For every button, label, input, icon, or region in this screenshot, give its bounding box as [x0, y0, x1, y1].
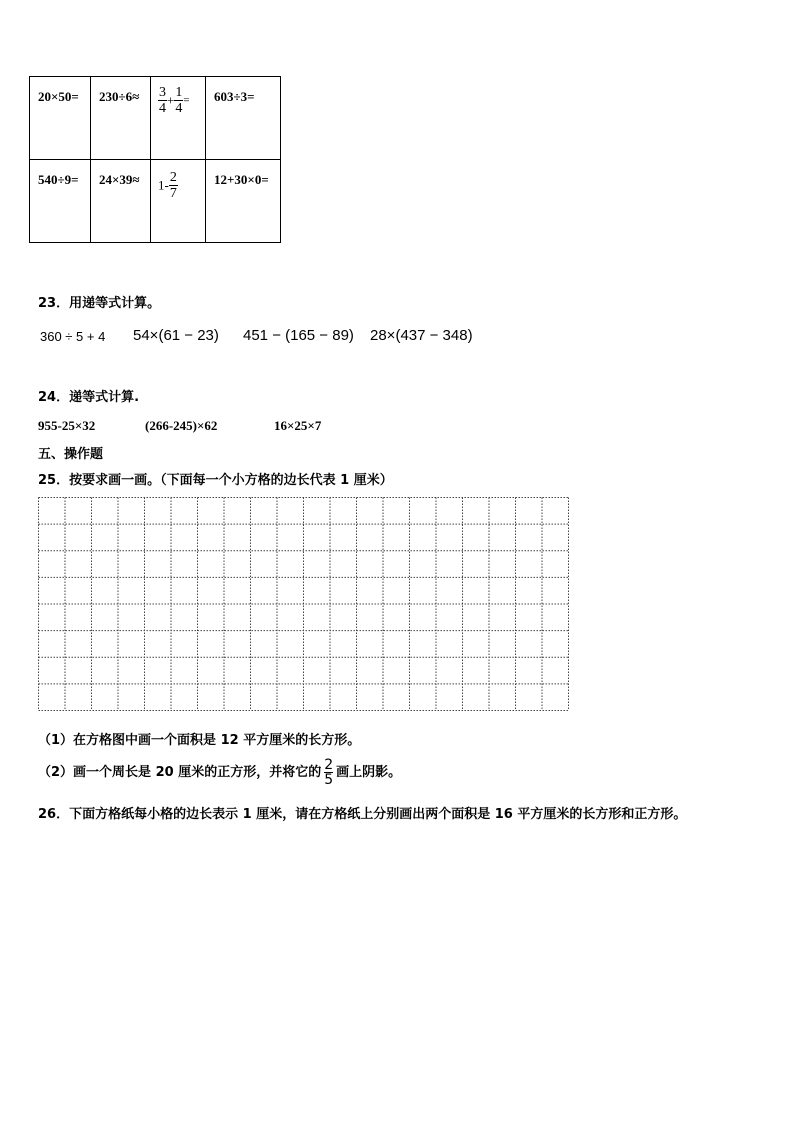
grid-paper: [38, 497, 569, 711]
section-title: 五、操作题: [38, 447, 104, 462]
table-row: [30, 160, 281, 243]
calc-cell: 230÷6≈: [91, 77, 151, 160]
q24-title: 24．递等式计算.: [38, 390, 140, 405]
q23-expr-3: 451 − (165 − 89): [243, 327, 354, 344]
q25-title: 25．按要求画一画。（下面每一个小方格的边长代表 1 厘米）: [38, 473, 393, 488]
q23-expr-4: 28×(437 − 348): [370, 327, 473, 344]
q23-expr-1: 360 ÷ 5 + 4: [40, 329, 106, 344]
q26-title: 26．下面方格纸每小格的边长表示 1 厘米，请在方格纸上分别画出两个面积是 16 平方厘米的长方形和正方形。: [38, 807, 687, 822]
q24-expr-1: 955-25×32: [38, 418, 96, 433]
calc-cell: 20×50=: [30, 77, 91, 160]
table-row: [30, 77, 281, 160]
q25-sub2: （2）画一个周长是 20 厘米的正方形，并将它的 $\frac{2}{5}$ 画上阴影。: [38, 757, 402, 788]
calc-table: [29, 76, 281, 243]
fraction: $\frac{3}{4}$: [159, 85, 166, 116]
calc-cell: 24×39≈: [91, 160, 151, 243]
calc-cell: 540÷9=: [30, 160, 91, 243]
q24-expr-2: (266-245)×62: [145, 418, 218, 433]
calc-cell-fraction: $\frac{3}{4}$ + $\frac{1}{4}$ =: [151, 77, 206, 160]
q24-expr-3: 16×25×7: [274, 418, 322, 433]
q23-title: 23．用递等式计算。: [38, 296, 161, 311]
fraction: $\frac{1}{4}$: [175, 85, 183, 116]
fraction: $\frac{2}{7}$: [169, 170, 177, 201]
calc-cell: 12+30×0=: [206, 160, 281, 243]
calc-cell-fraction: 1- $\frac{2}{7}$: [151, 160, 206, 243]
calc-cell: 603÷3=: [206, 77, 281, 160]
q25-sub1: （1）在方格图中画一个面积是 12 平方厘米的长方形。: [38, 733, 361, 748]
fraction: $\frac{2}{5}$: [324, 757, 334, 788]
q23-expr-2: 54×(61 − 23): [133, 327, 219, 344]
